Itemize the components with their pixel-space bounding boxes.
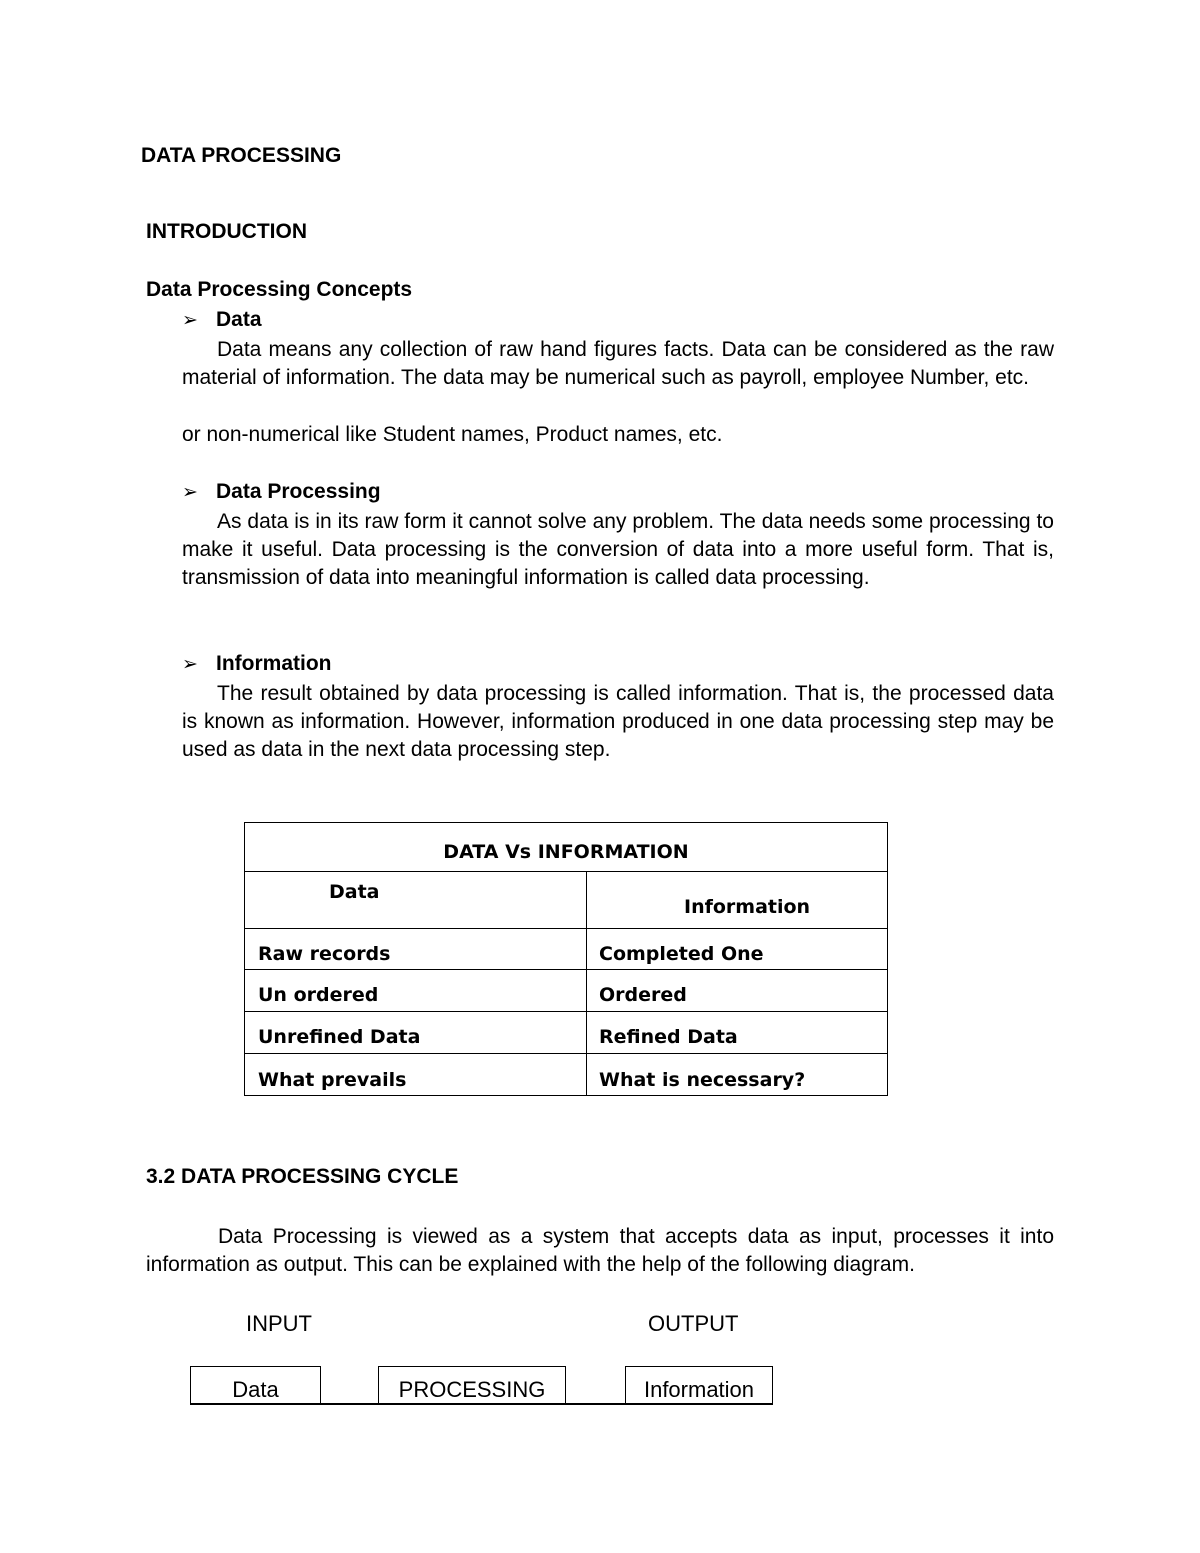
diagram-box-processing xyxy=(378,1366,566,1405)
cycle-heading: 3.2 DATA PROCESSING CYCLE xyxy=(146,1165,459,1188)
table-header-data: Data xyxy=(329,881,380,903)
arrow-bullet-icon: ➢ xyxy=(182,654,198,675)
table-cell-data: What prevails xyxy=(258,1069,407,1091)
concept-data-paragraph: Data means any collection of raw hand figures facts. Data can be considered as the raw material of information. The data may be numerical such as payroll, employee Number, etc. xyxy=(182,338,1054,389)
concept-term-label: Data Processing xyxy=(216,480,381,503)
table-cell-information: Refined Data xyxy=(599,1026,738,1048)
concept-term-label: Information xyxy=(216,652,332,675)
concept-information-term xyxy=(182,652,332,676)
concept-data-extra-line: or non-numerical like Student names, Product names, etc. xyxy=(182,423,723,446)
diagram-box-data xyxy=(190,1366,321,1405)
diagram-box-information-label: Information xyxy=(643,1377,755,1402)
output-label: OUTPUT xyxy=(648,1311,739,1336)
diagram-box-processing-label: PROCESSING xyxy=(398,1377,546,1402)
page-title: DATA PROCESSING xyxy=(141,144,342,167)
diagram-box-data-label: Data xyxy=(232,1377,279,1402)
table-title: DATA Vs INFORMATION xyxy=(443,841,689,863)
data-vs-information-table xyxy=(244,822,888,1096)
table-header-information: Information xyxy=(684,896,811,918)
table-divider xyxy=(245,871,887,872)
arrow-bullet-icon: ➢ xyxy=(182,482,198,503)
concept-term-label: Data xyxy=(216,308,262,331)
input-label: INPUT xyxy=(246,1311,312,1336)
concept-information-paragraph: The result obtained by data processing is called information. That is, the processed data is known as information. However, information produced in one data processing step may be used as data in the next data processing step. xyxy=(182,682,1054,761)
table-cell-data: Un ordered xyxy=(258,984,379,1006)
cycle-paragraph: Data Processing is viewed as a system that accepts data as input, processes it into information as output. This can be explained with the help of the following diagram. xyxy=(146,1225,1054,1276)
concept-data-processing-paragraph: As data is in its raw form it cannot solve any problem. The data needs some processing to make it useful. Data processing is the conversion of data into a more useful form. That is, transmission of data into meaningful information is called data processing. xyxy=(182,510,1054,589)
table-cell-information: Completed One xyxy=(599,943,764,965)
table-cell-data: Unrefined Data xyxy=(258,1026,421,1048)
concept-data-processing-term xyxy=(182,480,381,504)
table-cell-information: What is necessary? xyxy=(599,1069,806,1091)
concept-data-term xyxy=(182,308,262,332)
table-cell-data: Raw records xyxy=(258,943,391,965)
concepts-heading: Data Processing Concepts xyxy=(146,278,413,301)
arrow-bullet-icon: ➢ xyxy=(182,310,198,331)
introduction-heading: INTRODUCTION xyxy=(146,220,307,243)
table-cell-information: Ordered xyxy=(599,984,687,1006)
diagram-box-information xyxy=(625,1366,773,1405)
